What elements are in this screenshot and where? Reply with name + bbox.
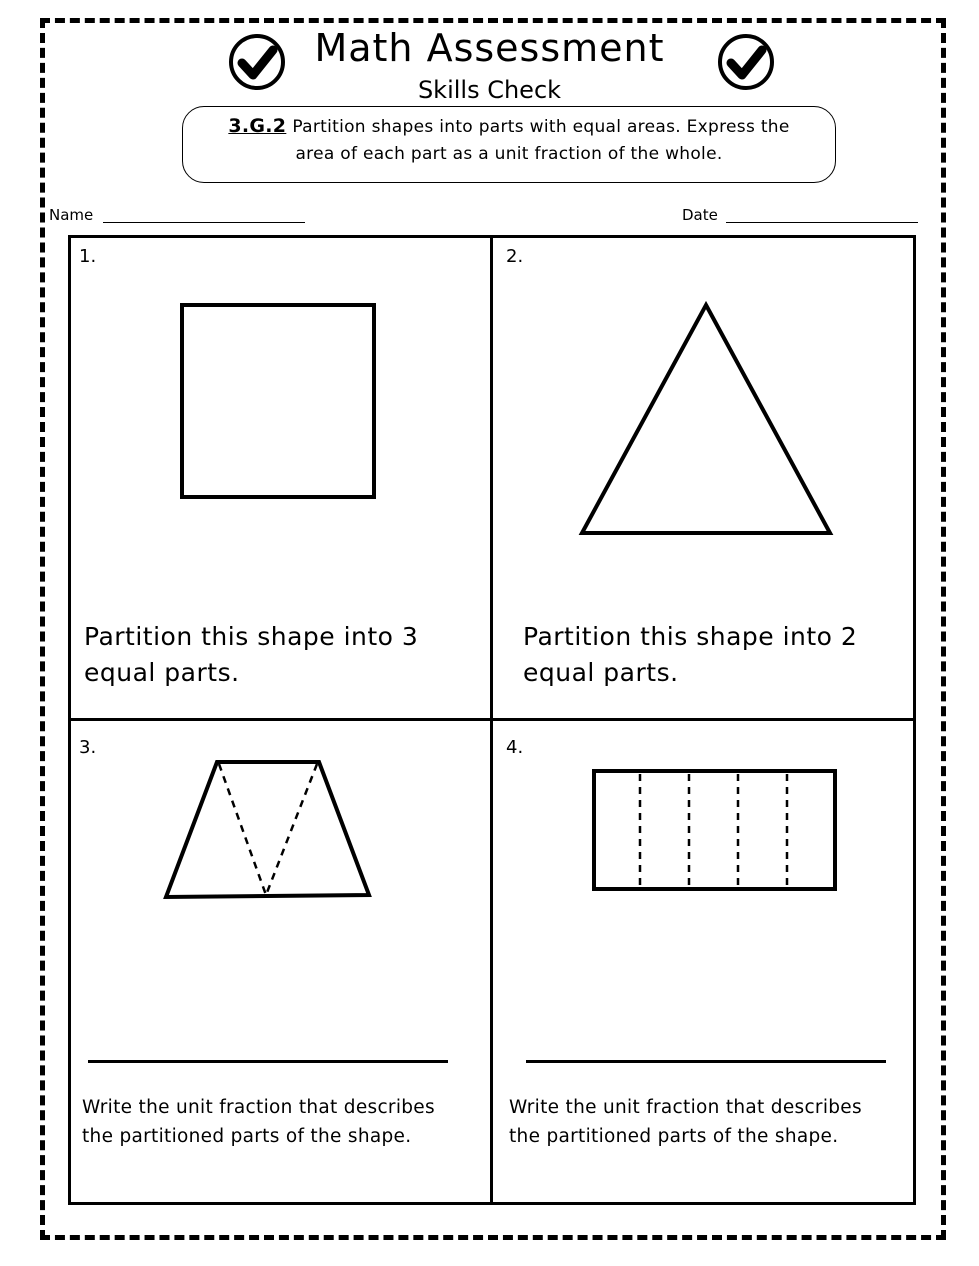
instruction-line2: the partitioned parts of the shape.: [82, 1126, 412, 1147]
standard-box: [182, 106, 836, 183]
question-instruction: [523, 619, 857, 691]
page-title: Math Assessment: [314, 26, 665, 70]
question-instruction: [82, 1093, 435, 1151]
triangle-shape[interactable]: [578, 300, 834, 538]
question-number: 4.: [506, 737, 524, 758]
answer-line[interactable]: [88, 1060, 448, 1063]
question-number: 2.: [506, 246, 524, 267]
grid-horizontal-divider: [68, 718, 916, 721]
question-number: 3.: [79, 737, 97, 758]
instruction-line2: equal parts.: [84, 658, 240, 687]
rectangle-shape: [592, 769, 838, 893]
instruction-line2: the partitioned parts of the shape.: [509, 1126, 839, 1147]
name-label: Name: [49, 206, 94, 224]
answer-line[interactable]: [526, 1060, 886, 1063]
date-label: Date: [682, 206, 718, 224]
question-instruction: [509, 1093, 862, 1151]
standard-text-line2: area of each part as a unit fraction of the whole.: [295, 144, 723, 164]
instruction-line1: Partition this shape into 3: [84, 622, 419, 651]
standard-text-line1: Partition shapes into parts with equal areas. Express the: [292, 117, 790, 137]
instruction-line2: equal parts.: [523, 658, 679, 687]
instruction-line1: Write the unit fraction that describes: [509, 1097, 862, 1118]
page-subtitle: Skills Check: [417, 76, 562, 104]
instruction-line1: Write the unit fraction that describes: [82, 1097, 435, 1118]
name-field[interactable]: [103, 222, 305, 223]
question-number: 1.: [79, 246, 97, 267]
square-shape[interactable]: [180, 303, 378, 499]
instruction-line1: Partition this shape into 2: [523, 622, 858, 651]
date-field[interactable]: [726, 222, 918, 223]
standard-code: 3.G.2: [228, 115, 287, 137]
trapezoid-shape: [163, 759, 373, 901]
question-instruction: [84, 619, 418, 691]
